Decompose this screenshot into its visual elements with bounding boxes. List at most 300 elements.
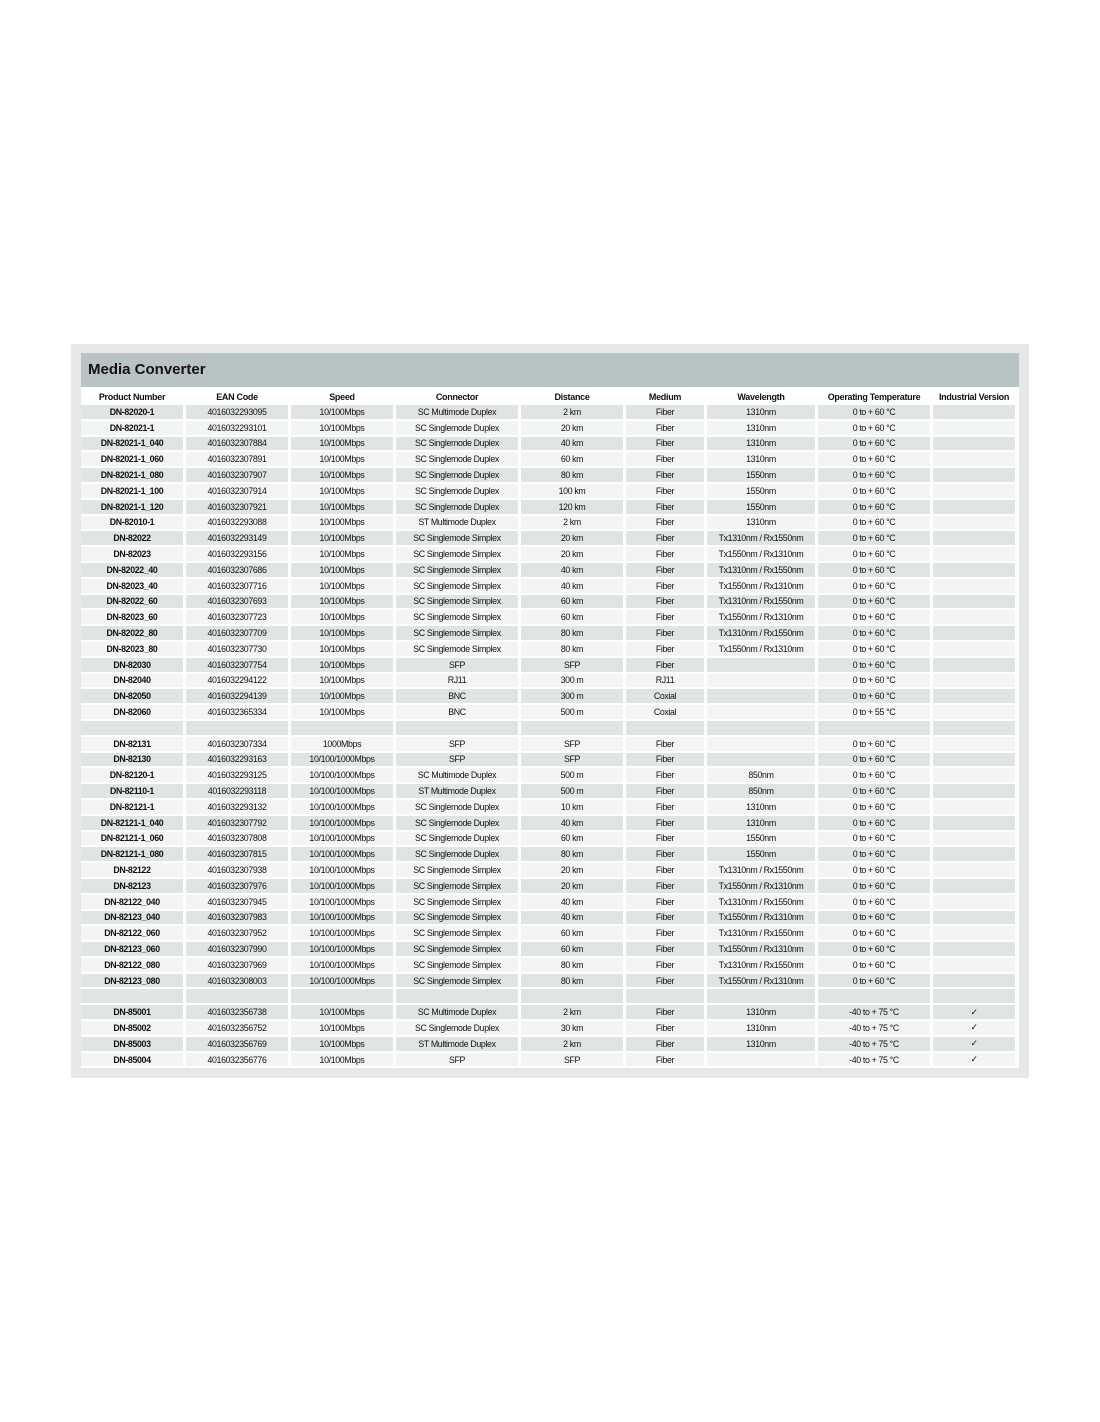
cell-medium: Fiber: [626, 642, 704, 656]
cell-product-number: DN-82123_080: [81, 974, 183, 988]
cell-distance: 40 km: [521, 895, 623, 909]
cell-speed: 10/100Mbps: [291, 531, 393, 545]
cell-ean-code: 4016032356738: [186, 1005, 288, 1019]
cell-connector: SC Multimode Duplex: [396, 405, 518, 419]
cell-industrial-version: [933, 579, 1015, 593]
cell-operating-temperature: -40 to + 75 °C: [818, 1037, 930, 1051]
cell-operating-temperature: 0 to + 55 °C: [818, 705, 930, 719]
cell-speed: 10/100Mbps: [291, 1005, 393, 1019]
cell-operating-temperature: 0 to + 60 °C: [818, 642, 930, 656]
table-row: [81, 784, 1015, 798]
cell-distance: SFP: [521, 1053, 623, 1067]
cell-wavelength: Tx1550nm / Rx1310nm: [707, 547, 815, 561]
cell-medium: Fiber: [626, 500, 704, 514]
cell-product-number: DN-82020-1: [81, 405, 183, 419]
cell-product-number: DN-82050: [81, 689, 183, 703]
cell-ean-code: 4016032307792: [186, 816, 288, 830]
cell-distance: SFP: [521, 658, 623, 672]
cell-ean-code: 4016032307730: [186, 642, 288, 656]
cell-connector: SC Singlemode Simplex: [396, 879, 518, 893]
cell-wavelength: 1550nm: [707, 484, 815, 498]
cell-operating-temperature: 0 to + 60 °C: [818, 847, 930, 861]
cell-speed: 10/100/1000Mbps: [291, 832, 393, 846]
cell-connector: SFP: [396, 658, 518, 672]
cell-distance: 40 km: [521, 563, 623, 577]
cell-operating-temperature: 0 to + 60 °C: [818, 626, 930, 640]
cell-ean-code: 4016032307938: [186, 863, 288, 877]
cell-industrial-version: [933, 531, 1015, 545]
cell-product-number: DN-82022_40: [81, 563, 183, 577]
cell-distance: 60 km: [521, 942, 623, 956]
cell-product-number: DN-82021-1_120: [81, 500, 183, 514]
cell-distance: 60 km: [521, 610, 623, 624]
cell-speed: 10/100Mbps: [291, 421, 393, 435]
cell-distance: 80 km: [521, 626, 623, 640]
cell-connector: SC Singlemode Duplex: [396, 847, 518, 861]
cell-industrial-version: [933, 405, 1015, 419]
cell-ean-code: 4016032293163: [186, 753, 288, 767]
cell-speed: 10/100Mbps: [291, 1021, 393, 1035]
cell-distance: 80 km: [521, 468, 623, 482]
cell-operating-temperature: 0 to + 60 °C: [818, 753, 930, 767]
cell-product-number: DN-82021-1: [81, 421, 183, 435]
table-row: [81, 942, 1015, 956]
cell-operating-temperature: 0 to + 60 °C: [818, 452, 930, 466]
table-row: [81, 737, 1015, 751]
cell-operating-temperature: 0 to + 60 °C: [818, 737, 930, 751]
cell-speed: 10/100Mbps: [291, 500, 393, 514]
table-row: [81, 1053, 1015, 1067]
cell-industrial-version: [933, 689, 1015, 703]
column-header-speed: Speed: [291, 391, 393, 403]
page-title: Media Converter: [88, 361, 206, 378]
cell-product-number: DN-82021-1_060: [81, 452, 183, 466]
cell-product-number: DN-82023: [81, 547, 183, 561]
cell-medium: Fiber: [626, 1053, 704, 1067]
cell-distance: 300 m: [521, 689, 623, 703]
cell-distance: 80 km: [521, 847, 623, 861]
cell-connector: SC Singlemode Duplex: [396, 437, 518, 451]
table-row: [81, 452, 1015, 466]
cell-industrial-version: [933, 452, 1015, 466]
cell-medium: Fiber: [626, 595, 704, 609]
cell-connector: SC Singlemode Simplex: [396, 642, 518, 656]
cell-connector: SC Singlemode Duplex: [396, 484, 518, 498]
cell-speed: 10/100Mbps: [291, 705, 393, 719]
table-spacer-row: [81, 989, 1015, 1003]
cell-product-number: DN-82023_80: [81, 642, 183, 656]
cell-wavelength: Tx1550nm / Rx1310nm: [707, 642, 815, 656]
cell-connector: SC Singlemode Simplex: [396, 958, 518, 972]
cell-distance: SFP: [521, 737, 623, 751]
cell-industrial-version: [933, 500, 1015, 514]
cell-distance: 30 km: [521, 1021, 623, 1035]
column-header-connector: Connector: [396, 391, 518, 403]
cell-wavelength: [707, 705, 815, 719]
cell-medium: [626, 989, 704, 1003]
cell-product-number: DN-85001: [81, 1005, 183, 1019]
cell-wavelength: Tx1310nm / Rx1550nm: [707, 531, 815, 545]
cell-medium: Fiber: [626, 531, 704, 545]
cell-speed: 10/100/1000Mbps: [291, 784, 393, 798]
cell-medium: Fiber: [626, 942, 704, 956]
table-row: [81, 753, 1015, 767]
cell-ean-code: 4016032307716: [186, 579, 288, 593]
cell-industrial-version: [933, 468, 1015, 482]
table-row: [81, 674, 1015, 688]
cell-ean-code: 4016032293095: [186, 405, 288, 419]
cell-wavelength: Tx1310nm / Rx1550nm: [707, 926, 815, 940]
cell-wavelength: 1550nm: [707, 832, 815, 846]
cell-distance: 100 km: [521, 484, 623, 498]
cell-connector: SC Singlemode Simplex: [396, 895, 518, 909]
cell-speed: 10/100/1000Mbps: [291, 847, 393, 861]
cell-ean-code: 4016032293132: [186, 800, 288, 814]
cell-industrial-version: [933, 958, 1015, 972]
cell-connector: [396, 989, 518, 1003]
cell-connector: SC Singlemode Duplex: [396, 500, 518, 514]
cell-operating-temperature: 0 to + 60 °C: [818, 895, 930, 909]
cell-wavelength: 1310nm: [707, 516, 815, 530]
check-icon: ✓: [933, 1021, 1015, 1035]
table-row: [81, 1037, 1015, 1051]
cell-medium: Fiber: [626, 468, 704, 482]
cell-speed: 10/100/1000Mbps: [291, 816, 393, 830]
cell-medium: Fiber: [626, 879, 704, 893]
cell-product-number: DN-82123: [81, 879, 183, 893]
cell-industrial-version: [933, 942, 1015, 956]
cell-connector: SC Singlemode Simplex: [396, 563, 518, 577]
cell-connector: SFP: [396, 737, 518, 751]
cell-operating-temperature: -40 to + 75 °C: [818, 1053, 930, 1067]
cell-operating-temperature: 0 to + 60 °C: [818, 547, 930, 561]
cell-distance: 20 km: [521, 531, 623, 545]
cell-ean-code: 4016032293088: [186, 516, 288, 530]
cell-connector: SC Singlemode Simplex: [396, 531, 518, 545]
cell-speed: 10/100Mbps: [291, 689, 393, 703]
cell-industrial-version: [933, 768, 1015, 782]
cell-ean-code: 4016032307754: [186, 658, 288, 672]
cell-product-number: [81, 989, 183, 1003]
cell-distance: 60 km: [521, 926, 623, 940]
cell-operating-temperature: 0 to + 60 °C: [818, 563, 930, 577]
cell-medium: Fiber: [626, 784, 704, 798]
cell-product-number: DN-82022_60: [81, 595, 183, 609]
cell-distance: 40 km: [521, 816, 623, 830]
check-icon: ✓: [933, 1005, 1015, 1019]
cell-speed: 10/100Mbps: [291, 516, 393, 530]
cell-distance: 40 km: [521, 579, 623, 593]
cell-operating-temperature: 0 to + 60 °C: [818, 784, 930, 798]
cell-speed: 10/100Mbps: [291, 547, 393, 561]
cell-speed: [291, 721, 393, 735]
cell-distance: 80 km: [521, 642, 623, 656]
cell-distance: 300 m: [521, 674, 623, 688]
cell-industrial-version: [933, 832, 1015, 846]
table-row: [81, 1021, 1015, 1035]
cell-product-number: DN-82021-1_040: [81, 437, 183, 451]
table-row: [81, 1005, 1015, 1019]
header-row: [81, 391, 1015, 403]
cell-connector: BNC: [396, 705, 518, 719]
cell-connector: SC Singlemode Duplex: [396, 1021, 518, 1035]
cell-wavelength: Tx1550nm / Rx1310nm: [707, 579, 815, 593]
cell-ean-code: 4016032307976: [186, 879, 288, 893]
cell-industrial-version: [933, 595, 1015, 609]
cell-speed: [291, 989, 393, 1003]
cell-operating-temperature: 0 to + 60 °C: [818, 832, 930, 846]
cell-industrial-version: [933, 642, 1015, 656]
cell-speed: 10/100Mbps: [291, 563, 393, 577]
cell-industrial-version: [933, 816, 1015, 830]
cell-medium: Fiber: [626, 895, 704, 909]
cell-ean-code: 4016032307983: [186, 911, 288, 925]
cell-ean-code: 4016032293118: [186, 784, 288, 798]
cell-operating-temperature: 0 to + 60 °C: [818, 800, 930, 814]
cell-connector: SC Singlemode Duplex: [396, 468, 518, 482]
cell-speed: 10/100/1000Mbps: [291, 879, 393, 893]
cell-industrial-version: [933, 658, 1015, 672]
cell-operating-temperature: 0 to + 60 °C: [818, 926, 930, 940]
cell-product-number: DN-82123_040: [81, 911, 183, 925]
cell-product-number: DN-82122: [81, 863, 183, 877]
cell-ean-code: 4016032307945: [186, 895, 288, 909]
cell-distance: 120 km: [521, 500, 623, 514]
cell-operating-temperature: 0 to + 60 °C: [818, 500, 930, 514]
cell-medium: Fiber: [626, 768, 704, 782]
cell-wavelength: 1310nm: [707, 1021, 815, 1035]
cell-wavelength: [707, 674, 815, 688]
cell-product-number: DN-82023_60: [81, 610, 183, 624]
cell-connector: SC Singlemode Simplex: [396, 911, 518, 925]
cell-product-number: DN-82060: [81, 705, 183, 719]
table-row: [81, 516, 1015, 530]
cell-product-number: DN-82022: [81, 531, 183, 545]
cell-wavelength: 1550nm: [707, 468, 815, 482]
cell-ean-code: 4016032293149: [186, 531, 288, 545]
cell-wavelength: 1310nm: [707, 800, 815, 814]
cell-ean-code: [186, 989, 288, 1003]
cell-industrial-version: [933, 753, 1015, 767]
check-icon: ✓: [933, 1037, 1015, 1051]
cell-ean-code: 4016032307952: [186, 926, 288, 940]
cell-product-number: DN-82110-1: [81, 784, 183, 798]
cell-operating-temperature: 0 to + 60 °C: [818, 579, 930, 593]
cell-medium: Fiber: [626, 484, 704, 498]
cell-distance: 60 km: [521, 595, 623, 609]
cell-speed: 10/100Mbps: [291, 610, 393, 624]
cell-connector: ST Multimode Duplex: [396, 1037, 518, 1051]
cell-distance: 500 m: [521, 784, 623, 798]
cell-operating-temperature: 0 to + 60 °C: [818, 421, 930, 435]
cell-operating-temperature: 0 to + 60 °C: [818, 816, 930, 830]
cell-wavelength: Tx1550nm / Rx1310nm: [707, 911, 815, 925]
cell-industrial-version: [933, 879, 1015, 893]
cell-connector: SC Singlemode Duplex: [396, 800, 518, 814]
column-header-ean-code: EAN Code: [186, 391, 288, 403]
cell-ean-code: 4016032307709: [186, 626, 288, 640]
cell-industrial-version: [933, 974, 1015, 988]
cell-speed: 10/100/1000Mbps: [291, 800, 393, 814]
cell-wavelength: 1310nm: [707, 405, 815, 419]
cell-wavelength: 1550nm: [707, 500, 815, 514]
cell-ean-code: 4016032307723: [186, 610, 288, 624]
cell-industrial-version: [933, 721, 1015, 735]
cell-industrial-version: [933, 926, 1015, 940]
cell-distance: SFP: [521, 753, 623, 767]
cell-wavelength: Tx1550nm / Rx1310nm: [707, 610, 815, 624]
product-table: [78, 389, 1018, 1068]
table-body: [81, 405, 1015, 1066]
cell-distance: 500 m: [521, 768, 623, 782]
table-row: [81, 911, 1015, 925]
cell-speed: 1000Mbps: [291, 737, 393, 751]
cell-ean-code: 4016032307884: [186, 437, 288, 451]
cell-speed: 10/100Mbps: [291, 642, 393, 656]
cell-ean-code: 4016032307334: [186, 737, 288, 751]
cell-industrial-version: [933, 800, 1015, 814]
cell-wavelength: 1310nm: [707, 421, 815, 435]
cell-operating-temperature: 0 to + 60 °C: [818, 658, 930, 672]
cell-wavelength: [707, 989, 815, 1003]
cell-industrial-version: [933, 847, 1015, 861]
cell-speed: 10/100Mbps: [291, 437, 393, 451]
cell-speed: 10/100/1000Mbps: [291, 926, 393, 940]
cell-speed: 10/100Mbps: [291, 405, 393, 419]
cell-operating-temperature: 0 to + 60 °C: [818, 863, 930, 877]
cell-medium: Fiber: [626, 421, 704, 435]
cell-medium: Fiber: [626, 579, 704, 593]
cell-medium: Fiber: [626, 911, 704, 925]
cell-industrial-version: [933, 863, 1015, 877]
cell-product-number: DN-85004: [81, 1053, 183, 1067]
cell-operating-temperature: [818, 989, 930, 1003]
table-row: [81, 500, 1015, 514]
cell-distance: 20 km: [521, 547, 623, 561]
cell-ean-code: 4016032293156: [186, 547, 288, 561]
cell-ean-code: 4016032307693: [186, 595, 288, 609]
table-row: [81, 832, 1015, 846]
cell-wavelength: Tx1310nm / Rx1550nm: [707, 626, 815, 640]
cell-speed: 10/100/1000Mbps: [291, 911, 393, 925]
table-row: [81, 579, 1015, 593]
cell-ean-code: 4016032293125: [186, 768, 288, 782]
cell-connector: ST Multimode Duplex: [396, 784, 518, 798]
cell-distance: 60 km: [521, 452, 623, 466]
cell-wavelength: 1310nm: [707, 816, 815, 830]
cell-industrial-version: [933, 989, 1015, 1003]
cell-operating-temperature: 0 to + 60 °C: [818, 958, 930, 972]
cell-wavelength: Tx1550nm / Rx1310nm: [707, 942, 815, 956]
cell-industrial-version: [933, 547, 1015, 561]
cell-product-number: DN-82040: [81, 674, 183, 688]
cell-speed: 10/100/1000Mbps: [291, 863, 393, 877]
cell-product-number: DN-82023_40: [81, 579, 183, 593]
cell-product-number: DN-82030: [81, 658, 183, 672]
cell-connector: SC Singlemode Simplex: [396, 974, 518, 988]
cell-speed: 10/100Mbps: [291, 484, 393, 498]
cell-medium: Coxial: [626, 705, 704, 719]
cell-medium: [626, 721, 704, 735]
cell-product-number: DN-82022_80: [81, 626, 183, 640]
cell-speed: 10/100/1000Mbps: [291, 768, 393, 782]
cell-medium: Fiber: [626, 626, 704, 640]
cell-speed: 10/100Mbps: [291, 1053, 393, 1067]
cell-connector: SC Singlemode Simplex: [396, 579, 518, 593]
cell-wavelength: [707, 1053, 815, 1067]
cell-medium: Coxial: [626, 689, 704, 703]
cell-ean-code: 4016032356752: [186, 1021, 288, 1035]
cell-connector: ST Multimode Duplex: [396, 516, 518, 530]
cell-distance: 80 km: [521, 958, 623, 972]
table-row: [81, 847, 1015, 861]
cell-distance: [521, 989, 623, 1003]
cell-medium: Fiber: [626, 452, 704, 466]
cell-product-number: DN-82122_040: [81, 895, 183, 909]
cell-connector: SC Singlemode Duplex: [396, 816, 518, 830]
cell-wavelength: 1310nm: [707, 1037, 815, 1051]
cell-wavelength: [707, 721, 815, 735]
column-header-industrial-version: Industrial Version: [933, 391, 1015, 403]
cell-ean-code: 4016032308003: [186, 974, 288, 988]
cell-speed: 10/100/1000Mbps: [291, 895, 393, 909]
cell-speed: 10/100/1000Mbps: [291, 753, 393, 767]
cell-speed: 10/100Mbps: [291, 674, 393, 688]
cell-wavelength: Tx1310nm / Rx1550nm: [707, 895, 815, 909]
cell-distance: 10 km: [521, 800, 623, 814]
table-row: [81, 642, 1015, 656]
table-row: [81, 626, 1015, 640]
cell-industrial-version: [933, 563, 1015, 577]
cell-connector: SC Singlemode Simplex: [396, 626, 518, 640]
cell-ean-code: 4016032293101: [186, 421, 288, 435]
cell-product-number: DN-85003: [81, 1037, 183, 1051]
cell-operating-temperature: 0 to + 60 °C: [818, 484, 930, 498]
table-row: [81, 421, 1015, 435]
cell-speed: 10/100Mbps: [291, 626, 393, 640]
column-header-medium: Medium: [626, 391, 704, 403]
cell-medium: Fiber: [626, 800, 704, 814]
cell-wavelength: 1310nm: [707, 437, 815, 451]
cell-operating-temperature: -40 to + 75 °C: [818, 1021, 930, 1035]
cell-wavelength: Tx1310nm / Rx1550nm: [707, 595, 815, 609]
table-row: [81, 863, 1015, 877]
cell-product-number: DN-82122_060: [81, 926, 183, 940]
cell-industrial-version: [933, 705, 1015, 719]
table-row: [81, 816, 1015, 830]
cell-distance: [521, 721, 623, 735]
cell-medium: Fiber: [626, 405, 704, 419]
cell-ean-code: 4016032307914: [186, 484, 288, 498]
cell-distance: 2 km: [521, 516, 623, 530]
cell-distance: 2 km: [521, 405, 623, 419]
cell-medium: Fiber: [626, 816, 704, 830]
cell-distance: 60 km: [521, 832, 623, 846]
cell-wavelength: [707, 737, 815, 751]
cell-industrial-version: [933, 737, 1015, 751]
table-header: [81, 391, 1015, 403]
cell-product-number: DN-82130: [81, 753, 183, 767]
cell-connector: SC Singlemode Duplex: [396, 452, 518, 466]
table-row: [81, 895, 1015, 909]
cell-medium: Fiber: [626, 974, 704, 988]
cell-operating-temperature: 0 to + 60 °C: [818, 531, 930, 545]
column-header-operating-temperature: Operating Temperature: [818, 391, 930, 403]
cell-wavelength: [707, 658, 815, 672]
cell-operating-temperature: 0 to + 60 °C: [818, 595, 930, 609]
table-row: [81, 974, 1015, 988]
cell-operating-temperature: 0 to + 60 °C: [818, 689, 930, 703]
